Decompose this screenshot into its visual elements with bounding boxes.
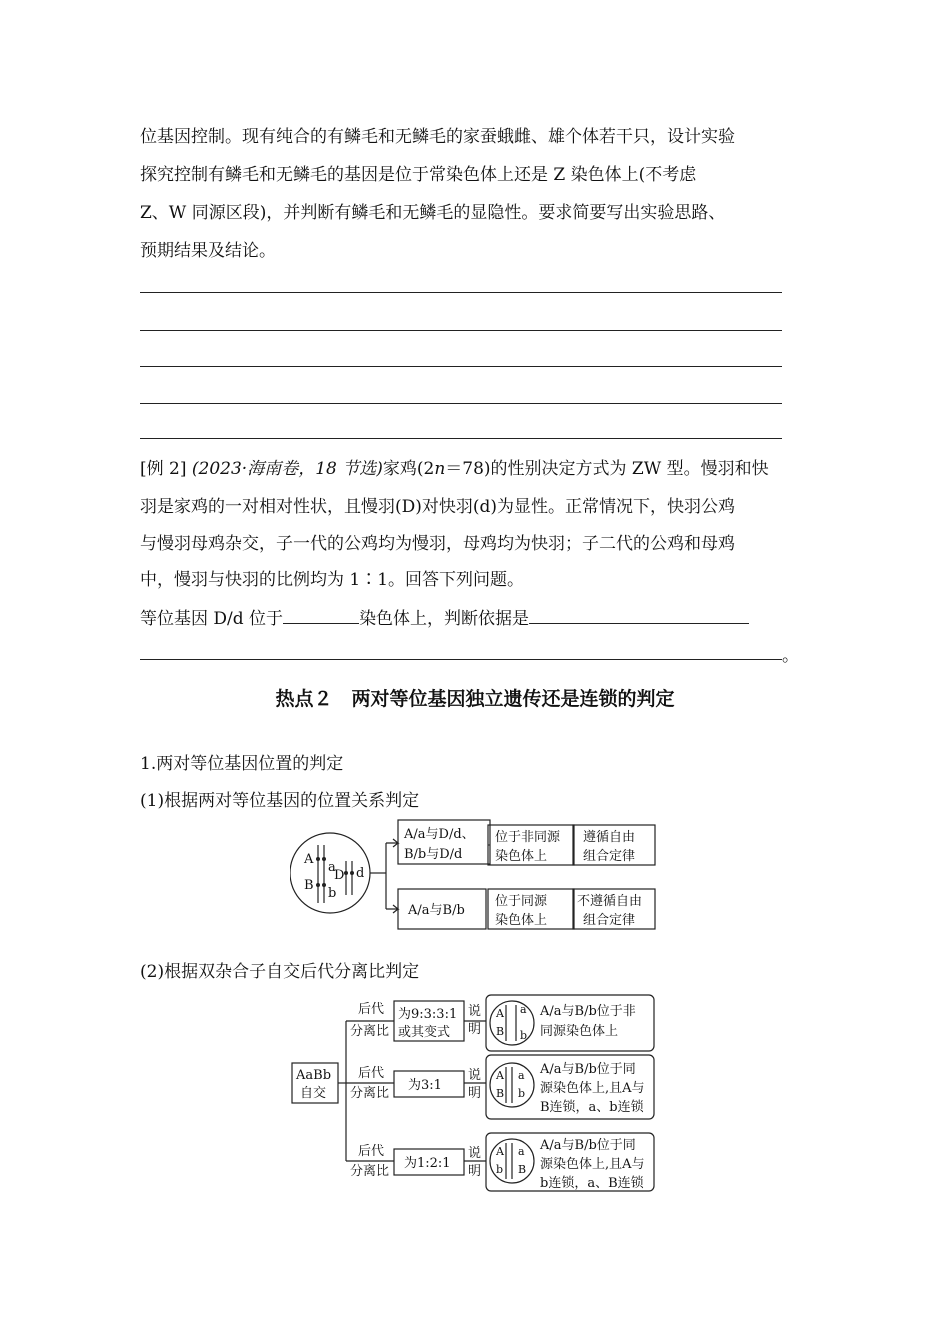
ratio-text: 为3:1 <box>408 1078 442 1093</box>
answer-line[interactable] <box>140 330 782 331</box>
answer-line[interactable] <box>140 659 782 660</box>
answer-line[interactable] <box>140 403 782 404</box>
subheading-1a: (1)根据两对等位基因的位置关系判定 <box>140 791 420 811</box>
answer-line[interactable] <box>140 292 782 293</box>
box-text: 组合定律 <box>583 849 636 864</box>
gene-label: B <box>496 1087 505 1100</box>
ratio-text: 为1:2:1 <box>404 1156 451 1171</box>
gene-B: B <box>304 878 314 893</box>
example2-line-1 <box>140 452 812 486</box>
explain: 明 <box>468 1086 482 1101</box>
result-text: B连锁，a、b连锁 <box>540 1100 644 1115</box>
example2-line-4: 中，慢羽与快羽的比例均为 1∶1。回答下列问题。 <box>140 570 525 590</box>
box-text: B/b与D/d <box>404 847 463 862</box>
example2-text: 家鸡(2 <box>382 459 435 479</box>
branch-label: 后代 <box>358 1066 385 1081</box>
intro-line-3: Z、W 同源区段)，并判断有鳞毛和无鳞毛的显隐性。要求简要写出实验思路、 <box>140 203 726 223</box>
question-text: 等位基因 D/d 位于 <box>140 609 284 629</box>
ratio-text: 或其变式 <box>398 1025 451 1040</box>
result-text: A/a与B/b位于同 <box>540 1062 636 1077</box>
answer-line[interactable] <box>140 438 782 439</box>
explain: 说 <box>468 1146 482 1161</box>
example2-line-2: 羽是家鸡的一对相对性状，且慢羽(D)对快羽(d)为显性。正常情况下，快羽公鸡 <box>140 497 736 517</box>
ratio-text: 为9:3:3:1 <box>398 1007 458 1022</box>
diagram-gene-position <box>290 815 660 935</box>
question-text: 染色体上，判断依据是 <box>359 609 530 629</box>
gene-label: B <box>496 1025 505 1038</box>
branch-label: 后代 <box>358 1002 385 1017</box>
branch-label: 分离比 <box>350 1164 390 1179</box>
example-source: (2023·海南卷，18 节选) <box>191 459 383 479</box>
intro-line-2: 探究控制有鳞毛和无鳞毛的基因是位于常染色体上还是 Z 染色体上(不考虑 <box>140 165 697 185</box>
explain: 明 <box>468 1164 482 1179</box>
gene-d: d <box>356 866 365 881</box>
gene-label: A <box>496 1145 504 1158</box>
gene-label: a <box>520 1003 527 1016</box>
intro-line-4: 预期结果及结论。 <box>140 241 276 261</box>
answer-line[interactable] <box>140 366 782 367</box>
box-text: A/a与B/b <box>408 903 465 918</box>
branch-label: 分离比 <box>350 1024 390 1039</box>
gene-label: a <box>518 1069 525 1082</box>
end-mark: 。 <box>782 646 799 666</box>
box-text: 位于同源 <box>495 894 548 909</box>
box-text: 遵循自由 <box>583 830 636 845</box>
gene-a: a <box>328 860 336 875</box>
explain: 说 <box>468 1068 482 1083</box>
gene-b: b <box>328 886 337 901</box>
box-text: 组合定律 <box>583 913 636 928</box>
box-text: 染色体上 <box>495 849 548 864</box>
box-text: 不遵循自由 <box>577 894 643 909</box>
gene-A: A <box>304 852 314 867</box>
answer-blank[interactable] <box>529 607 749 624</box>
gene-label: B <box>518 1163 527 1176</box>
example2-n: n <box>434 459 446 479</box>
example-tag: [例 2] <box>140 459 187 479</box>
gene-label: A <box>496 1069 504 1082</box>
result-text: 源染色体上,且A与 <box>540 1157 645 1172</box>
root-text: 自交 <box>300 1086 327 1101</box>
subheading-1b: (2)根据双杂合子自交后代分离比判定 <box>140 962 420 982</box>
example2-text-cont: ＝78)的性别决定方式为 ZW 型。慢羽和快 <box>445 459 769 479</box>
explain: 说 <box>468 1004 482 1019</box>
gene-label: a <box>518 1145 525 1158</box>
example2-question <box>140 604 749 629</box>
diagram-self-cross <box>290 993 660 1193</box>
section-title: 热点２ 两对等位基因独立遗传还是连锁的判定 <box>275 688 675 710</box>
result-text: 源染色体上,且A与 <box>540 1081 645 1096</box>
result-text: A/a与B/b位于非 <box>540 1004 636 1019</box>
result-text: 同源染色体上 <box>540 1024 619 1039</box>
gene-label: b <box>518 1087 526 1100</box>
branch-label: 后代 <box>358 1144 385 1159</box>
intro-line-1: 位基因控制。现有纯合的有鳞毛和无鳞毛的家蚕蛾雌、雄个体若干只，设计实验 <box>140 127 735 147</box>
box-text: A/a与D/d、 <box>404 827 475 842</box>
box-text: 染色体上 <box>495 913 548 928</box>
gene-D: D <box>334 868 345 883</box>
example2-line-3: 与慢羽母鸡杂交，子一代的公鸡均为慢羽，母鸡均为快羽；子二代的公鸡和母鸡 <box>140 534 735 554</box>
result-text: A/a与B/b位于同 <box>540 1138 636 1153</box>
gene-label: b <box>496 1163 504 1176</box>
explain: 明 <box>468 1022 482 1037</box>
gene-label: b <box>520 1029 528 1042</box>
gene-label: A <box>496 1007 504 1020</box>
answer-blank[interactable] <box>283 607 359 624</box>
result-text: b连锁，a、B连锁 <box>540 1176 644 1191</box>
subheading-1: 1.两对等位基因位置的判定 <box>140 754 344 774</box>
branch-label: 分离比 <box>350 1086 390 1101</box>
root-text: AaBb <box>296 1068 332 1083</box>
box-text: 位于非同源 <box>495 830 561 845</box>
